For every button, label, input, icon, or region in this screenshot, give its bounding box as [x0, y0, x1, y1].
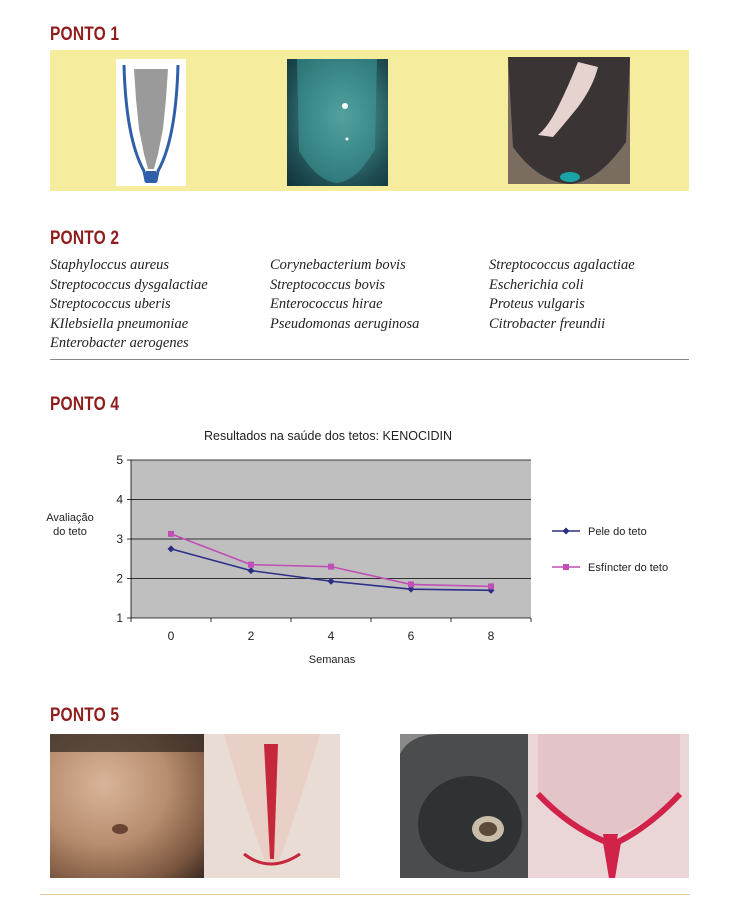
footer-rule: [40, 894, 690, 895]
data-point: [328, 564, 334, 570]
y-tick-label: 4: [116, 492, 123, 507]
ponto-1-photo-band: [50, 50, 689, 191]
dark-teat-photo: [508, 57, 630, 184]
ponto-1-heading: PONTO 1: [50, 24, 120, 45]
bacteria-column-3: [489, 256, 635, 334]
x-axis-label: Semanas: [308, 654, 356, 666]
bacteria-name: Pseudomonas aeruginosa: [270, 315, 420, 332]
healthy-teat-histology-photo: [204, 734, 340, 878]
x-tick-label: 6: [407, 629, 415, 643]
teat-diagram-image: [116, 59, 186, 186]
data-point: [168, 531, 174, 537]
x-tick-label: 8: [487, 629, 495, 643]
healthy-teat-end-photo: [50, 734, 204, 878]
legend-label: Pele do teto: [588, 526, 647, 538]
damaged-teat-end-photo: [400, 734, 528, 878]
section-divider: [50, 359, 689, 360]
y-tick-label: 1: [116, 611, 123, 625]
bacteria-column-1: [50, 256, 208, 354]
bacteria-name: KIlebsiella pneumoniae: [50, 315, 189, 332]
x-tick-label: 4: [327, 629, 335, 643]
bacteria-name: Streptococcus uberis: [50, 296, 171, 312]
teal-teat-photo: [287, 59, 388, 186]
data-point: [248, 562, 254, 568]
bacteria-name: Escherichia coli: [489, 276, 584, 293]
bacteria-name: Streptococcus dysgalactiae: [50, 276, 208, 293]
damaged-teat-histology-photo: [528, 734, 689, 878]
y-axis-label-line-2: do teto: [53, 526, 87, 538]
bacteria-name: Proteus vulgaris: [489, 296, 585, 312]
bacteria-name: Enterobacter aerogenes: [50, 335, 189, 351]
y-tick-label: 2: [116, 571, 123, 586]
x-tick-label: 2: [247, 629, 255, 643]
chart-title: Resultados na saúde dos tetos: KENOCIDIN: [203, 429, 453, 443]
bacteria-column-2: [270, 256, 419, 334]
bacteria-name: Streptococcus agalactiae: [489, 257, 635, 273]
legend-marker: [563, 564, 569, 570]
bacteria-name: Staphyloccus aureus: [50, 257, 170, 273]
y-tick-label: 3: [116, 532, 123, 546]
bacteria-name: Enterococcus hirae: [270, 296, 383, 312]
bacteria-name: Streptococcus bovis: [270, 276, 386, 293]
y-axis-label-line-1: Avaliação: [46, 512, 94, 524]
data-point: [408, 581, 414, 587]
legend-label: Esfíncter do teto: [588, 562, 669, 574]
ponto-2-heading: PONTO 2: [50, 228, 120, 249]
y-tick-label: 5: [116, 453, 123, 467]
bacteria-name: Corynebacterium bovis: [270, 257, 406, 273]
legend-marker: [563, 528, 570, 535]
ponto-5-heading: PONTO 5: [50, 705, 120, 726]
teat-health-line-chart: [40, 422, 700, 672]
x-tick-label: 0: [167, 629, 175, 643]
data-point: [488, 583, 494, 589]
bacteria-name: Citrobacter freundii: [489, 315, 606, 332]
ponto-4-heading: PONTO 4: [50, 394, 120, 415]
